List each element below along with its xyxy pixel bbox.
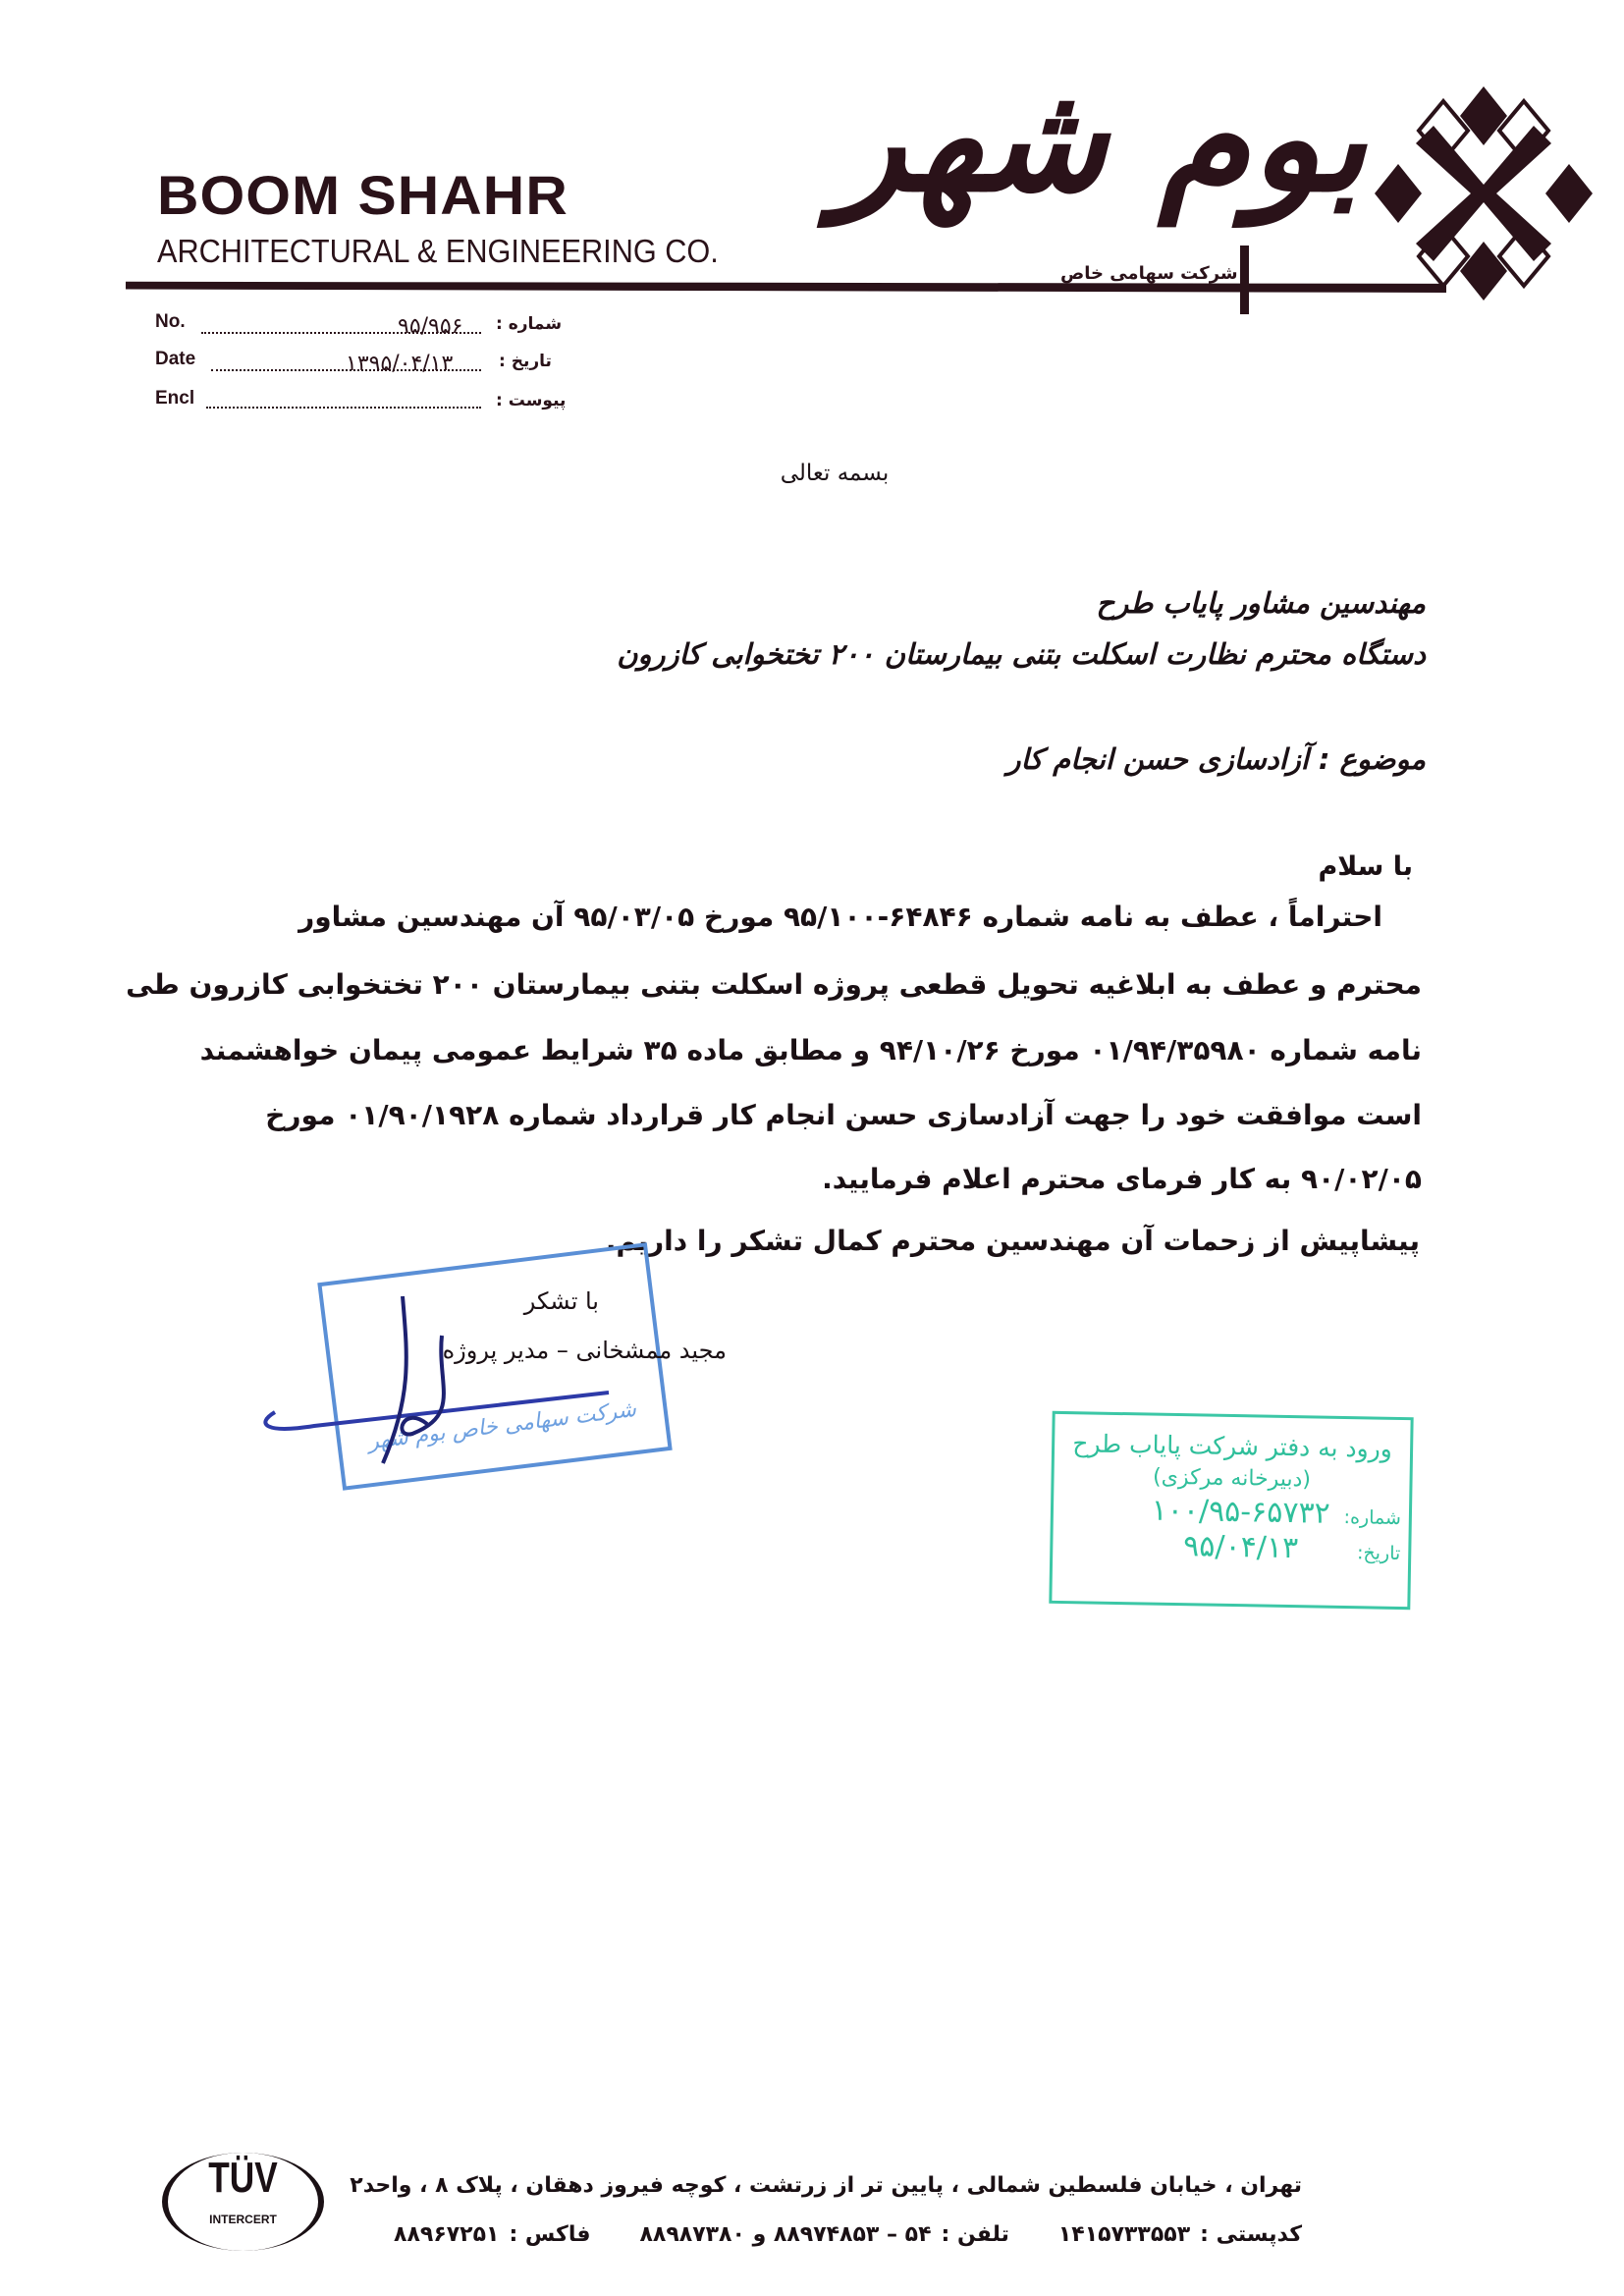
body-line: احتراماً ، عطف به نامه شماره ۶۴۸۴۶-۹۵/۱۰۰ مورخ ۹۵/۰۳/۰۵ آن مهندسین مشاور (298, 901, 1382, 933)
intercert-text: INTERCERT (209, 2213, 277, 2226)
subject: موضوع : آزادسازی حسن انجام کار (1006, 742, 1426, 776)
company-name-en: BOOM SHAHR (157, 164, 568, 226)
body-line: محترم و عطف به ابلاغیه تحویل قطعی پروژه اسکلت بتنی بیمارستان ۲۰۰ تختخوابی کازرون طی (126, 968, 1422, 1001)
postal-label: کدپستی : (1200, 2222, 1302, 2247)
encl-label: Encl (155, 388, 195, 409)
tuv-logo-text: TÜV (208, 2154, 278, 2202)
body-line: ۹۰/۰۲/۰۵ به کار فرمای محترم اعلام فرمایید. (822, 1163, 1422, 1195)
addressee-line-2: دستگاه محترم نظارت اسکلت بتنی بیمارستان ۲۰۰ تختخوابی کازرون (617, 637, 1426, 671)
no-value: ۹۵/۹۵۶ (398, 314, 463, 339)
closing: پیشاپیش از زحمات آن مهندسین محترم کمال تشکر را داریم. (605, 1225, 1420, 1257)
date-label-fa: تاریخ : (499, 352, 552, 371)
postal-code: ۱۴۱۵۷۳۳۵۵۳ (1057, 2222, 1191, 2247)
company-type-fa: شرکت سهامی خاص (1060, 263, 1238, 284)
company-subtitle-en: ARCHITECTURAL & ENGINEERING CO. (157, 233, 719, 269)
receipt-number-label: شماره: (1343, 1506, 1402, 1530)
receipt-date-label: تاریخ: (1356, 1542, 1401, 1565)
fax-number: ۸۸۹۶۷۲۵۱ (394, 2222, 500, 2247)
invocation: بسمه تعالی (780, 461, 890, 486)
body-line: نامه شماره ۰۱/۹۴/۳۵۹۸۰ مورخ ۹۴/۱۰/۲۶ و مطابق ماده ۳۵ شرایط عمومی پیمان خواهشمند (199, 1034, 1422, 1066)
receipt-number-value: ۱۰۰/۹۵-۶۵۷۳۲ (1151, 1493, 1331, 1531)
body-line: است موافقت خود را جهت آزادسازی حسن انجام کار قرارداد شماره ۰۱/۹۰/۱۹۲۸ مورخ (265, 1099, 1422, 1131)
signature-name-title: مجید ممشخانی – مدیر پروژه (442, 1337, 727, 1364)
tuv-intercert-logo (162, 2153, 324, 2251)
handwritten-signature (255, 1277, 648, 1473)
encl-label-fa: پیوست : (496, 391, 567, 410)
footer-address: تهران ، خیابان فلسطین شمالی ، پایین تر از زرتشت ، کوچه فیروز دهقان ، پلاک ۸ ، واحد۲ (350, 2173, 1302, 2198)
company-logo-fa: بوم شهر (835, 54, 1367, 225)
phone-number: ۵۴ – ۸۸۹۷۴۸۵۳ و ۸۸۹۸۷۳۸۰ (639, 2222, 932, 2247)
receipt-stamp-subtitle: (دبیرخانه مرکزی) (1152, 1464, 1312, 1492)
addressee-line-1: مهندسین مشاور پایاب طرح (1096, 586, 1426, 620)
phone-label: تلفن : (941, 2222, 1009, 2247)
receipt-stamp (1049, 1411, 1413, 1610)
date-value: ۱۳۹۵/۰۴/۱۳ (346, 352, 454, 376)
company-emblem-icon (1375, 86, 1593, 301)
footer-contact (394, 2221, 1302, 2250)
receipt-date-value: ۹۵/۰۴/۱۳ (1182, 1529, 1299, 1566)
signature-thanks: با تشکر (523, 1287, 599, 1315)
date-label: Date (155, 349, 196, 369)
company-stamp-text: شرکت سهامی خاص بوم شهر (366, 1396, 638, 1455)
logo-stroke (1240, 246, 1249, 314)
greeting: با سلام (1318, 851, 1413, 882)
no-label: No. (155, 311, 186, 332)
no-label-fa: شماره : (496, 314, 563, 334)
receipt-stamp-title: ورود به دفتر شرکت پایاب طرح (1072, 1429, 1393, 1463)
encl-line (206, 407, 481, 409)
fax-label: فاکس : (509, 2222, 591, 2247)
